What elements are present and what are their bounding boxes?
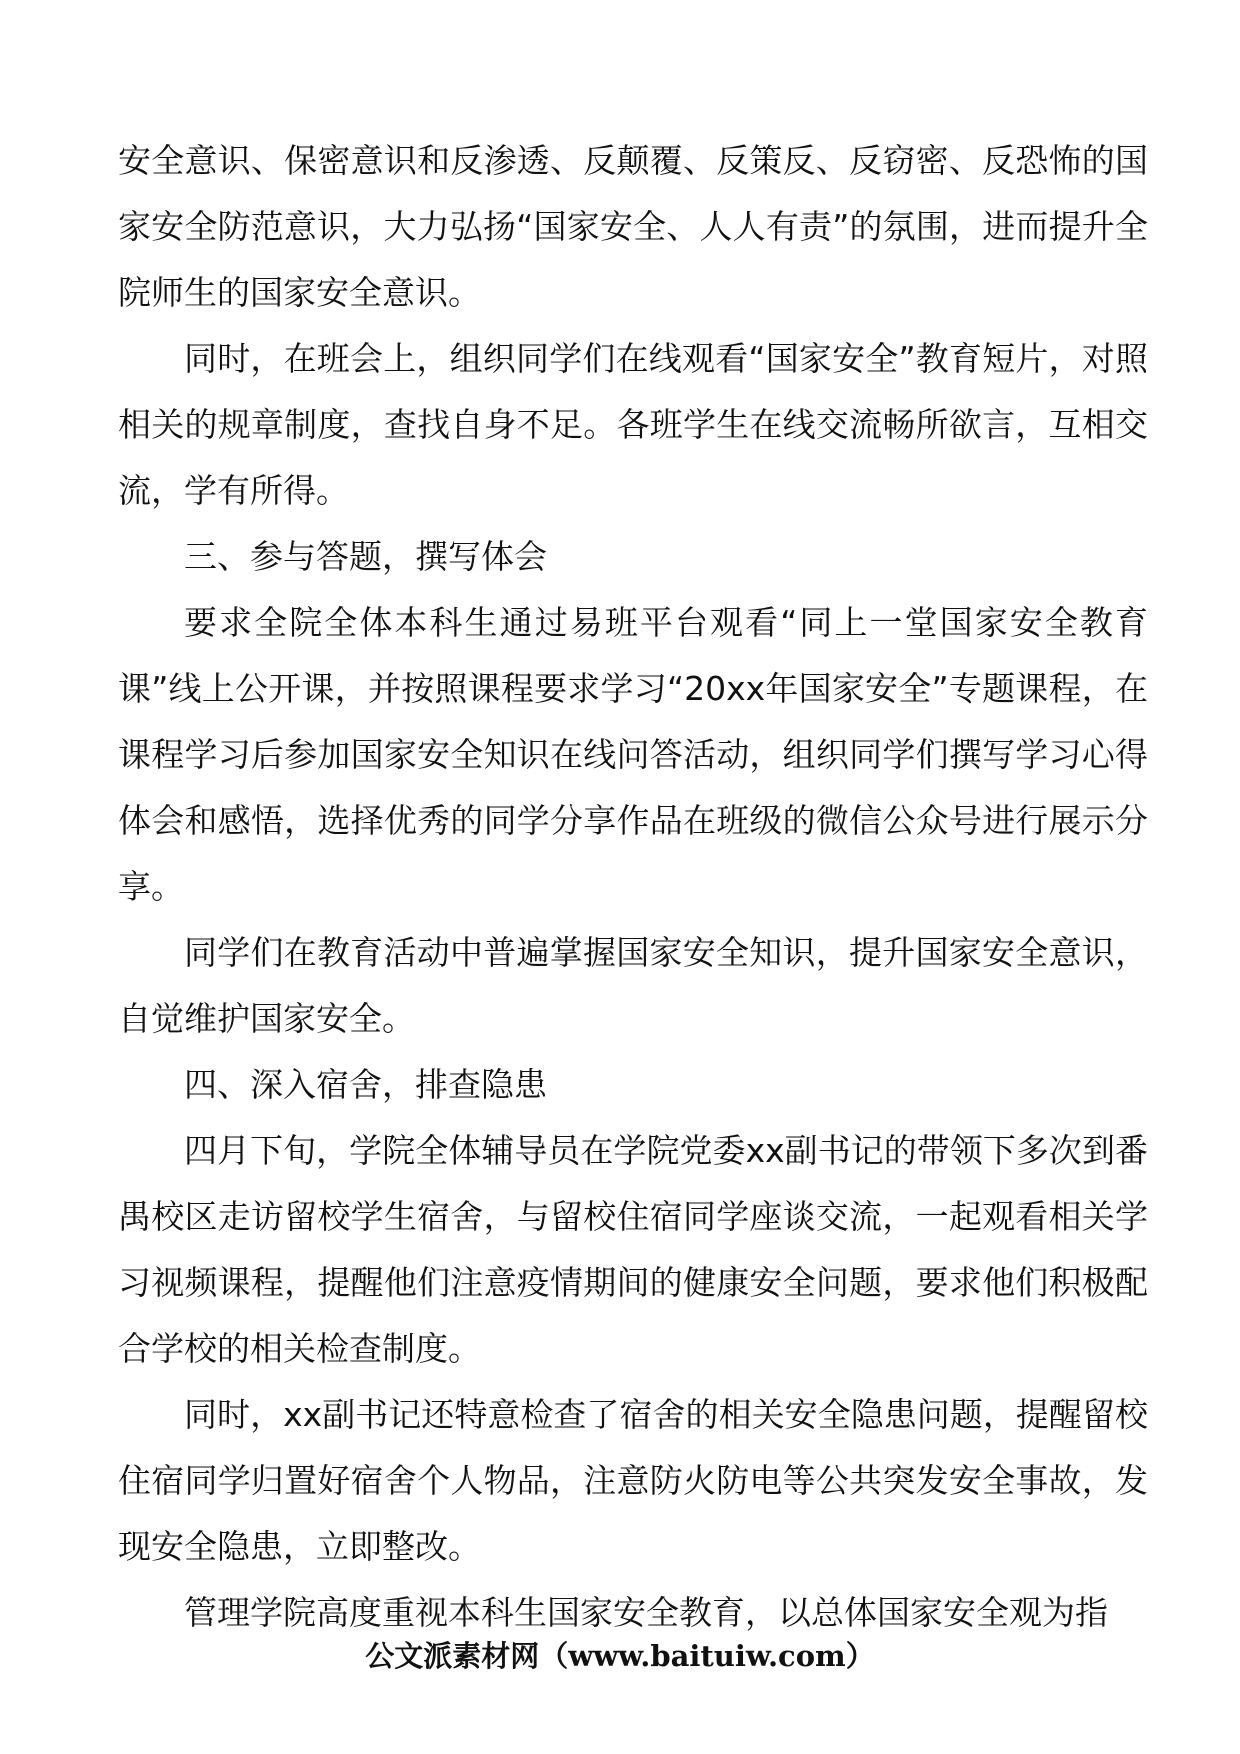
footer-watermark: 公文派素材网（www.baituiw.com） — [365, 1639, 875, 1673]
paragraph-continuation: 安全意识、保密意识和反渗透、反颠覆、反策反、反窃密、反恐怖的国家安全防范意识，大力弘扬“国家安全、人人有责”的氛围，进而提升全院师生的国家安全意识。 — [118, 141, 1148, 312]
document-body — [118, 128, 1148, 1646]
section-heading-three: 三、参与答题，撰写体会 — [184, 537, 547, 576]
paragraph-dorm-visit: 四月下旬，学院全体辅导员在学院党委xx副书记的带领下多次到番禺校区走访留校学生宿舍，与留校住宿同学座谈交流，一起观看相关学习视频课程，提醒他们注意疫情期间的健康安全问题，要求他们积极配合学校的相关检查制度。 — [118, 1131, 1148, 1368]
section-heading-four: 四、深入宿舍，排查隐患 — [184, 1065, 547, 1104]
paragraph-closing: 管理学院高度重视本科生国家安全教育，以总体国家安全观为指 — [184, 1593, 1108, 1632]
paragraph-online-course: 要求全院全体本科生通过易班平台观看“同上一堂国家安全教育课”线上公开课，并按照课程要求学习“20xx年国家安全”专题课程，在课程学习后参加国家安全知识在线问答活动，组织同学们撰写学习心得体会和感悟，选择优秀的同学分享作品在班级的微信公众号进行展示分享。 — [118, 603, 1148, 906]
paragraph-knowledge-mastery: 同学们在教育活动中普遍掌握国家安全知识，提升国家安全意识，自觉维护国家安全。 — [118, 933, 1148, 1038]
paragraph-class-meeting: 同时，在班会上，组织同学们在线观看“国家安全”教育短片，对照相关的规章制度，查找自身不足。各班学生在线交流畅所欲言，互相交流，学有所得。 — [118, 339, 1148, 510]
paragraph-safety-check: 同时，xx副书记还特意检查了宿舍的相关安全隐患问题，提醒留校住宿同学归置好宿舍个人物品，注意防火防电等公共突发安全事故，发现安全隐患，立即整改。 — [118, 1395, 1148, 1566]
